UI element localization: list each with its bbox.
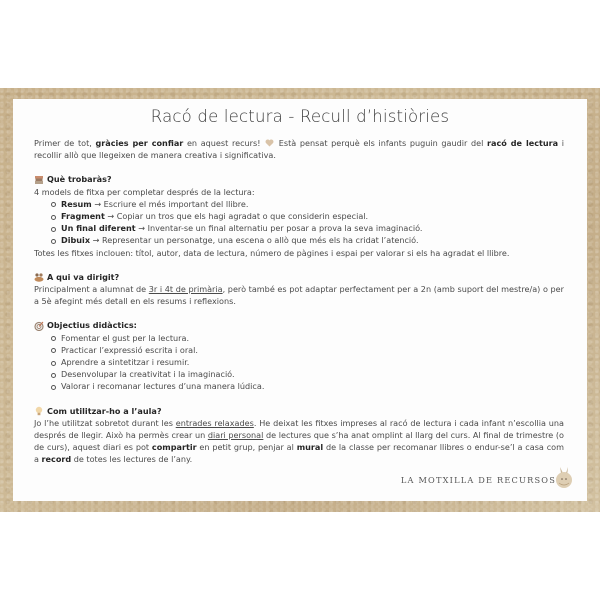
list-item: Valorar i recomanar lectures d’una manera lúdica. (51, 380, 564, 392)
item-text: → Inventar-se un final alternatiu per posar a prova la seva imaginació. (135, 223, 423, 234)
target-icon (34, 321, 44, 331)
intro-text: Està pensat perquè els infants puguin gaudir del (275, 138, 488, 148)
bold-record: record (41, 454, 72, 465)
item-text: → Escriure el més important del llibre. (91, 198, 249, 209)
lightbulb-icon (34, 406, 44, 416)
page-title: Racó de lectura - Recull d’histiòries (150, 107, 450, 126)
bunny-logo-icon (553, 465, 575, 489)
section-heading-text: Què trobaràs? (47, 174, 112, 185)
students-icon (34, 272, 44, 282)
section-heading-audience (34, 271, 564, 283)
intro-paragraph (34, 137, 564, 161)
list-item (51, 234, 564, 246)
paragraph-text: de lectures que s’ha anat omplint al llarg del curs. Al final de trimestre (o de curs), aquest diari es pot (34, 430, 564, 453)
intro-bold-thanks: gràcies per confiar (95, 138, 184, 148)
intro-text: i recollir allò que llegeixen de manera creativa i significativa. (34, 138, 565, 161)
paragraph-text: de la classe per recomanar llibres o endur-se’l a casa com a (34, 442, 565, 465)
document-body (34, 137, 564, 466)
intro-text: en aquest recurs! (183, 138, 265, 148)
objectives-list (34, 332, 564, 393)
underlined-relaxed-entries: entrades relaxades (175, 417, 254, 428)
section-lead: 4 models de fitxa per completar després de la lectura: (34, 186, 255, 197)
list-item: Aprendre a sintetitzar i resumir. (51, 356, 564, 368)
list-item: Practicar l’expressió escrita i oral. (51, 344, 564, 356)
document-card (13, 99, 587, 501)
paragraph-text: , però també es pot adaptar perfectament per a 2n (amb suport del mestre/a) o per a 5è afegint més detall en els resums i reflexions. (34, 284, 564, 307)
worksheet-models-list (34, 198, 564, 247)
list-item: Desenvolupar la creativitat i la imaginació. (51, 368, 564, 380)
brand-signature (401, 465, 575, 495)
underlined-grade-range: 3r i 4t de primària (148, 284, 223, 295)
section-footer: Totes les fitxes inclouen: títol, autor, data de lectura, número de pàgines i espai per valorar si els ha agradat el llibre. (34, 247, 510, 258)
bold-mural: mural (296, 442, 324, 453)
paragraph-text: en petit grup, penjar al (196, 442, 297, 453)
section-heading-text: Objectius didàctics: (47, 320, 137, 331)
section-heading-what-youll-find (34, 173, 564, 185)
section-heading-text: Com utilitzar-ho a l’aula? (47, 405, 162, 416)
list-item (51, 198, 564, 210)
underlined-personal-diary: diari personal (207, 430, 264, 441)
item-label: Un final diferent (61, 223, 136, 234)
item-label: Dibuix (61, 235, 91, 246)
paragraph-text: . He deixat les fitxes impreses al racó de lectura i cada infant n’escollia una després de llegir. Això ha permès crear un (34, 417, 564, 441)
paragraph-text: Jo l’he utilitzat sobretot durant les (34, 417, 176, 428)
list-item (51, 210, 564, 222)
intro-bold-corner: racó de lectura (487, 138, 559, 148)
bold-share: compartir (151, 442, 197, 453)
list-item (51, 222, 564, 234)
item-label: Resum (61, 198, 92, 209)
section-heading-text: A qui va dirigit? (47, 271, 120, 282)
brand-name: LA MOTXILLA DE RECURSOS (400, 475, 556, 485)
section-heading-objectives (34, 319, 564, 331)
item-label: Fragment (61, 211, 105, 222)
section-heading-classroom-use (34, 405, 564, 417)
paragraph-text: de totes les lectures de l’any. (71, 454, 193, 465)
paragraph-text: Principalment a alumnat de (34, 284, 149, 295)
heart-icon (265, 139, 274, 147)
item-text: → Representar un personatge, una escena o allò que més els ha cridat l’atenció. (90, 235, 419, 246)
list-item: Fomentar el gust per la lectura. (51, 332, 564, 344)
item-text: → Copiar un tros que els hagi agradat o que considerin especial. (104, 211, 369, 222)
classroom-use-paragraph (34, 417, 564, 466)
books-icon (34, 175, 44, 185)
audience-paragraph (34, 283, 564, 307)
intro-text: Primer de tot, (34, 138, 96, 148)
